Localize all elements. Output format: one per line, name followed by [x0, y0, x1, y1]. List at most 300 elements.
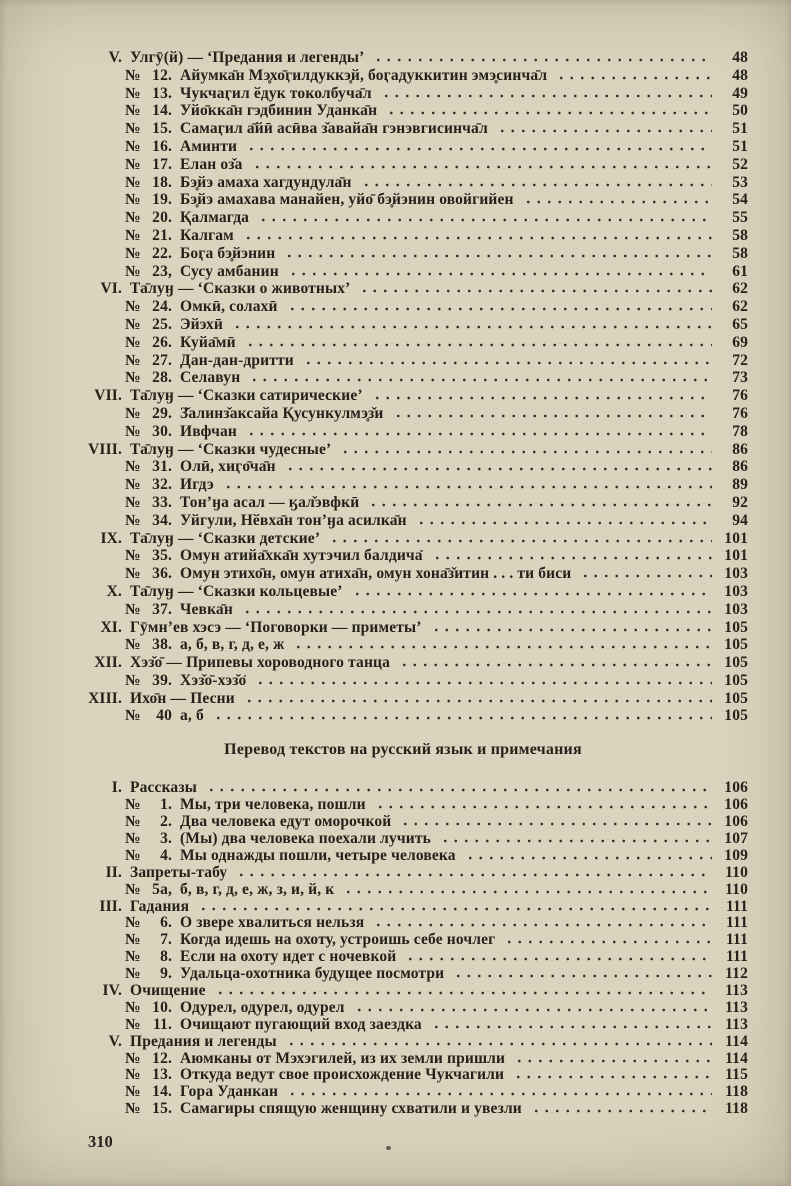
entry-index: 26. [152, 333, 172, 351]
numero-sign: № [125, 636, 141, 654]
toc-entry-row [88, 298, 748, 316]
toc-entry-number [125, 965, 172, 983]
toc-entry-number [125, 948, 172, 966]
leader-dots [361, 183, 712, 187]
numero-sign: № [125, 333, 141, 351]
numero-sign: № [125, 84, 141, 102]
toc-entry-number [125, 369, 172, 387]
toc-entry-title: Боӷа бэ̥йэнин [180, 244, 276, 262]
toc-entry-number [125, 191, 172, 209]
toc-entry-row [88, 830, 748, 847]
leader-dots [287, 307, 712, 311]
numero-sign: № [125, 948, 141, 966]
leader-dots [287, 1092, 712, 1096]
entry-index: 15. [152, 1100, 172, 1118]
toc-entry-title: Удальца-охотника будущее посмотри [180, 965, 445, 983]
toc-entry-number [125, 672, 172, 690]
leader-dots [514, 1059, 712, 1063]
entry-index: 22. [152, 244, 172, 262]
entry-index: 21. [152, 226, 172, 244]
toc-entry-page: 50 [732, 102, 748, 120]
entry-index: 12. [152, 1049, 172, 1067]
leader-dots [372, 396, 712, 400]
toc-entry-row [88, 1050, 748, 1067]
toc-entry-page: 72 [732, 351, 748, 369]
leader-dots [329, 539, 712, 543]
leader-dots [232, 325, 712, 329]
toc-entry-page: 106 [724, 779, 748, 797]
numero-sign: № [125, 476, 141, 494]
toc-entry-title: Бэ̥йэ амахава манайен, уйо̄ бэ̥йэнин овойгийен [180, 191, 514, 209]
toc-entry-number: V. [108, 49, 122, 66]
toc-entry-row [88, 138, 748, 156]
leader-dots [523, 200, 712, 204]
leader-dots [431, 1025, 712, 1029]
leader-dots [368, 503, 712, 507]
toc-section-row [88, 864, 748, 881]
toc-entry-number: XII. [94, 654, 122, 672]
toc-entry-title: Если на охоту идет с ночевкой [180, 948, 397, 966]
entry-index: 27. [152, 351, 172, 369]
leader-dots [255, 681, 712, 685]
numero-sign: № [125, 914, 141, 932]
toc-section-row [88, 690, 748, 708]
entry-index: 23, [152, 262, 172, 280]
toc-entry-page: 106 [724, 796, 748, 814]
toc-entry-row [88, 1083, 748, 1100]
toc-entry-row [88, 85, 748, 103]
toc-entry-number [125, 263, 172, 281]
toc-entry-number [125, 102, 172, 120]
toc-entry-number [125, 476, 172, 494]
numero-sign: № [125, 209, 141, 227]
toc-entry-title: Самаӷил а̄йӣ асӣва з̌авайа̄н гэнэвгисинча̄л [180, 120, 488, 138]
toc-entry-title: Айумка̄н Мэ̥хо̄ӷилдуккэ̥й, боӷадуккитин эмэ̥синча̄л [180, 66, 548, 84]
numero-sign: № [125, 244, 141, 262]
toc-entry-title: Игдэ [180, 476, 214, 494]
toc-entry-page: 78 [732, 422, 748, 440]
toc-entry-row [88, 423, 748, 441]
toc-entry-number [125, 67, 172, 85]
entry-index: 1. [160, 796, 172, 814]
toc-entry-page: 112 [725, 965, 748, 983]
entry-index: 15. [152, 120, 172, 138]
toc-entry-number [125, 707, 172, 725]
leader-dots [431, 628, 712, 632]
toc-section-row [88, 49, 748, 67]
entry-index: 33. [152, 493, 172, 511]
numero-sign: № [125, 600, 141, 618]
toc-entry-number: II. [105, 863, 122, 881]
leader-dots [465, 856, 712, 860]
entry-index: 7. [160, 931, 172, 949]
entry-index: 37. [152, 600, 172, 618]
leader-dots [440, 839, 712, 843]
numero-sign: № [125, 547, 141, 565]
entry-index: 13. [152, 1066, 172, 1084]
toc-entry-row [88, 1016, 748, 1033]
toc-entry-title: Самагиры спящую женщину схватили и увезли [180, 1100, 522, 1118]
leader-dots [556, 76, 712, 80]
numero-sign: № [125, 846, 141, 864]
toc-entry-number [125, 1066, 172, 1084]
leader-dots [243, 236, 712, 240]
numero-sign: № [125, 315, 141, 333]
toc-entry-page: 106 [724, 813, 748, 831]
scan-artifact [386, 1146, 391, 1150]
toc-entry-page: 69 [732, 333, 748, 351]
toc-entry-page: 89 [732, 476, 748, 494]
leader-dots [198, 907, 712, 911]
toc-entry-title: Та̄луӈ — ʻСказки детские’ [130, 529, 321, 547]
leader-dots [497, 129, 712, 133]
toc-entry-title: б, в, г, д, е, ж, з, и, й, к [180, 880, 335, 898]
leader-dots [245, 343, 712, 347]
numero-sign: № [125, 137, 141, 155]
toc-entry-row [88, 156, 748, 174]
leader-dots [215, 991, 712, 995]
toc-entry-row [88, 67, 748, 85]
numero-sign: № [125, 671, 141, 689]
entry-index: 28. [152, 369, 172, 387]
leader-dots [399, 663, 712, 667]
toc-entry-page: 92 [732, 493, 748, 511]
toc-entry-title: Хэз̌о̄-хэз̌о̄ [180, 671, 247, 689]
leader-dots [252, 165, 712, 169]
toc-entry-title: Ивфчан [180, 422, 237, 440]
numero-sign: № [125, 796, 141, 814]
toc-entry-title: Олӣ, хиӷо̄ча̄н [180, 458, 276, 476]
toc-entry-title: Откуда ведут свое происхождение Чукчагили [180, 1066, 505, 1084]
numero-sign: № [125, 1083, 141, 1101]
numero-sign: № [125, 880, 141, 898]
toc-entry-number: I. [111, 779, 122, 797]
leader-dots [242, 610, 712, 614]
toc-entry-number [125, 881, 172, 899]
toc-entry-title: Елан оз̌а [180, 155, 243, 173]
numero-sign: № [125, 351, 141, 369]
leader-dots [400, 822, 712, 826]
toc-entry-page: 118 [725, 1100, 748, 1118]
numero-sign: № [125, 965, 141, 983]
leader-dots [258, 218, 712, 222]
toc-section-row [88, 654, 748, 672]
toc-entry-number [125, 1100, 172, 1118]
toc-section-row [88, 898, 748, 915]
toc-entry-number [125, 174, 172, 192]
toc-entry-row [88, 405, 748, 423]
toc-entry-title: Омкӣ, солахӣ [180, 298, 278, 316]
numero-sign: № [125, 298, 141, 316]
numero-sign: № [125, 511, 141, 529]
entry-index: 9. [160, 965, 172, 983]
toc-entry-page: 61 [732, 262, 748, 280]
leader-dots [432, 556, 712, 560]
toc-entry-number [125, 813, 172, 831]
toc-entry-title: Одурел, одурел, одурел [180, 998, 345, 1016]
toc-entry-row [88, 494, 748, 512]
toc-entry-row [88, 547, 748, 565]
toc-entry-row [88, 245, 748, 263]
toc-entry-row [88, 1066, 748, 1083]
toc-entry-page: 111 [726, 931, 748, 949]
toc-section-row [88, 779, 748, 796]
toc-entry-title: Два человека едут оморочкой [180, 813, 392, 831]
toc-entry-title: Куйа̄мӣ [180, 333, 236, 351]
toc-section-texts [88, 49, 748, 725]
table-of-contents [88, 49, 748, 1117]
toc-entry-row [88, 948, 748, 965]
toc-entry-page: 113 [725, 981, 748, 999]
toc-entry-number [125, 245, 172, 263]
toc-section-row [88, 280, 748, 298]
toc-entry-number [125, 601, 172, 619]
toc-entry-number [125, 120, 172, 138]
numero-sign: № [125, 813, 141, 831]
toc-entry-number: IX. [100, 529, 122, 547]
entry-index: 11. [153, 1015, 172, 1033]
toc-entry-page: 58 [732, 244, 748, 262]
toc-entry-title: Гадания [130, 897, 190, 915]
leader-dots [381, 94, 712, 98]
toc-entry-number [125, 847, 172, 865]
toc-entry-page: 103 [724, 565, 748, 583]
toc-entry-number [125, 405, 172, 423]
entry-index: 6. [160, 914, 172, 932]
toc-entry-page: 58 [732, 226, 748, 244]
toc-entry-title: Когда идешь на охоту, устроишь себе ночлег [180, 931, 496, 949]
toc-entry-page: 109 [724, 846, 748, 864]
toc-section-row [88, 583, 748, 601]
toc-entry-title: Чукчаӷил ӗдук токолбуча̄л [180, 84, 372, 102]
toc-entry-number: X. [106, 582, 122, 600]
leader-dots [206, 788, 712, 792]
toc-entry-title: Мы однажды пошли, четыре человека [180, 846, 456, 864]
toc-entry-number [125, 999, 172, 1017]
leader-dots [359, 289, 712, 293]
toc-entry-row [88, 458, 748, 476]
toc-entry-number [125, 352, 172, 370]
toc-entry-page: 62 [732, 298, 748, 316]
toc-entry-title: (Мы) два человека поехали лучить [180, 829, 431, 847]
toc-entry-title: Сусу амбанин [180, 262, 279, 280]
entry-index: 34. [152, 511, 172, 529]
toc-entry-title: Та̄луӈ — ʻСказки кольцевые’ [130, 582, 343, 600]
toc-entry-row [88, 847, 748, 864]
leader-dots [416, 521, 712, 525]
toc-entry-number: XIII. [88, 689, 122, 707]
toc-entry-title: Очищение [130, 981, 206, 999]
toc-entry-title: З̌алинз̌аксайа Қусункулмэ̥з̌и [180, 404, 384, 422]
toc-entry-page: 113 [725, 998, 748, 1016]
toc-entry-number [125, 830, 172, 848]
toc-entry-title: Қалмагда [180, 209, 250, 227]
toc-entry-number [125, 494, 172, 512]
toc-entry-row [88, 636, 748, 654]
toc-entry-number: VII. [94, 387, 122, 405]
toc-entry-title: Та̄луӈ — ʻСказки о животных’ [130, 280, 351, 298]
entry-index: 39. [152, 671, 172, 689]
toc-entry-page: 111 [726, 897, 748, 915]
toc-entry-title: Дан-дан-дритти [180, 351, 294, 369]
entry-index: 16. [152, 137, 172, 155]
leader-dots [531, 1109, 712, 1113]
toc-entry-title: Эйэхӣ [180, 315, 223, 333]
toc-entry-page: 111 [726, 948, 748, 966]
toc-entry-row [88, 263, 748, 281]
toc-entry-number [125, 156, 172, 174]
entry-index: 19. [152, 191, 172, 209]
toc-entry-number [125, 85, 172, 103]
numero-sign: № [125, 226, 141, 244]
leader-dots [340, 450, 712, 454]
numero-sign: № [125, 66, 141, 84]
toc-entry-page: 51 [732, 120, 748, 138]
toc-entry-row [88, 227, 748, 245]
leader-dots [285, 467, 712, 471]
numero-sign: № [125, 404, 141, 422]
toc-section-row [88, 982, 748, 999]
toc-entry-page: 105 [724, 689, 748, 707]
toc-entry-title: Та̄луӈ — ʻСказки чудесные’ [130, 440, 332, 458]
numero-sign: № [125, 565, 141, 583]
numero-sign: № [125, 262, 141, 280]
toc-entry-number [125, 931, 172, 949]
entry-index: 24. [152, 298, 172, 316]
toc-entry-row [88, 1100, 748, 1117]
toc-entry-row [88, 120, 748, 138]
toc-entry-number: V. [108, 1032, 122, 1050]
toc-entry-title: Омун этихо̄н, омун атиха̄н, омун хона̄з̌итин . . . ти биси [180, 565, 572, 583]
toc-entry-title: Хэз̌о̄ — Припевы хороводного танца [130, 654, 391, 672]
leader-dots [386, 111, 712, 115]
toc-entry-page: 105 [724, 636, 748, 654]
toc-entry-title: Ихо̄н — Песни [130, 689, 235, 707]
toc-entry-number [125, 334, 172, 352]
toc-entry-page: 48 [732, 66, 748, 84]
leader-dots [513, 1075, 712, 1079]
numero-sign: № [125, 707, 141, 725]
toc-entry-title: Гӯмн’ев хэсэ — ʻПоговорки — приметы’ [130, 618, 422, 636]
toc-entry-number [125, 914, 172, 932]
leader-dots [246, 147, 712, 151]
toc-entry-number: IV. [102, 981, 122, 999]
toc-entry-row [88, 565, 748, 583]
leader-dots [354, 1008, 712, 1012]
leader-dots [223, 485, 712, 489]
leader-dots [246, 432, 712, 436]
toc-entry-page: 55 [732, 209, 748, 227]
toc-entry-page: 114 [725, 1032, 748, 1050]
toc-entry-page: 105 [724, 671, 748, 689]
entry-index: 8. [160, 948, 172, 966]
toc-entry-page: 86 [732, 440, 748, 458]
numero-sign: № [125, 1066, 141, 1084]
numero-sign: № [125, 1049, 141, 1067]
page-number: 310 [88, 1132, 113, 1151]
leader-dots [343, 890, 712, 894]
toc-entry-row [88, 352, 748, 370]
toc-entry-row [88, 965, 748, 982]
toc-entry-title: О звере хвалиться нельзя [180, 914, 365, 932]
toc-entry-page: 105 [724, 707, 748, 725]
leader-dots [504, 940, 712, 944]
toc-entry-title: Рассказы [130, 779, 197, 797]
toc-entry-row [88, 476, 748, 494]
toc-entry-number [125, 636, 172, 654]
entry-index: 14. [152, 1083, 172, 1101]
toc-entry-page: 103 [724, 600, 748, 618]
toc-entry-number [125, 458, 172, 476]
entry-index: 30. [152, 422, 172, 440]
toc-entry-page: 48 [732, 49, 748, 66]
toc-entry-page: 110 [725, 880, 748, 898]
entry-index: 2. [160, 813, 172, 831]
entry-index: 38. [152, 636, 172, 654]
toc-entry-number: VIII. [88, 440, 122, 458]
toc-entry-page: 52 [732, 155, 748, 173]
entry-index: 18. [152, 173, 172, 191]
toc-entry-title: Та̄луӈ — ʻСказки сатирические’ [130, 387, 363, 405]
toc-entry-row [88, 707, 748, 725]
leader-dots [405, 957, 712, 961]
toc-section-row [88, 1033, 748, 1050]
toc-entry-page: 53 [732, 173, 748, 191]
numero-sign: № [125, 369, 141, 387]
toc-entry-title: Улгӯ(й) — ʻПредания и легенды’ [130, 49, 365, 66]
toc-entry-page: 110 [725, 863, 748, 881]
toc-entry-row [88, 316, 748, 334]
toc-entry-page: 49 [732, 84, 748, 102]
entry-index: 17. [152, 155, 172, 173]
entry-index: 31. [152, 458, 172, 476]
numero-sign: № [125, 998, 141, 1016]
toc-entry-page: 76 [732, 387, 748, 405]
toc-entry-title: Мы, три человека, пошли [180, 796, 366, 814]
toc-entry-number [125, 796, 172, 814]
toc-entry-title: Уйгули, Нӗвха̄н тон’ӈа асилка̄н [180, 511, 407, 529]
leader-dots [286, 1042, 712, 1046]
toc-entry-row [88, 334, 748, 352]
entry-index: 35. [152, 547, 172, 565]
numero-sign: № [125, 155, 141, 173]
toc-entry-page: 62 [732, 280, 748, 298]
toc-entry-title: Гора Уданкан [180, 1083, 279, 1101]
toc-entry-page: 115 [725, 1066, 748, 1084]
toc-entry-row [88, 209, 748, 227]
toc-entry-page: 107 [724, 829, 748, 847]
toc-entry-number: III. [99, 897, 122, 915]
leader-dots [213, 716, 712, 720]
toc-entry-row [88, 512, 748, 530]
numero-sign: № [125, 829, 141, 847]
leader-dots [303, 361, 712, 365]
numero-sign: № [125, 458, 141, 476]
toc-entry-title: Тон’ӈа асал — ӄал̌эвфкӣ [180, 493, 360, 511]
toc-entry-title: Чевка̄н [180, 600, 233, 618]
toc-entry-row [88, 881, 748, 898]
toc-entry-title: Омун атийа̄хка̄н хутэчил балдича̄ [180, 547, 423, 565]
entry-index: 20. [152, 209, 172, 227]
entry-index: 10. [152, 998, 172, 1016]
toc-entry-page: 101 [724, 529, 748, 547]
toc-entry-page: 73 [732, 369, 748, 387]
toc-entry-page: 105 [724, 654, 748, 672]
toc-entry-row [88, 369, 748, 387]
entry-index: 36. [152, 565, 172, 583]
leader-dots [288, 272, 712, 276]
toc-entry-title: Запреты-табу [130, 863, 228, 881]
